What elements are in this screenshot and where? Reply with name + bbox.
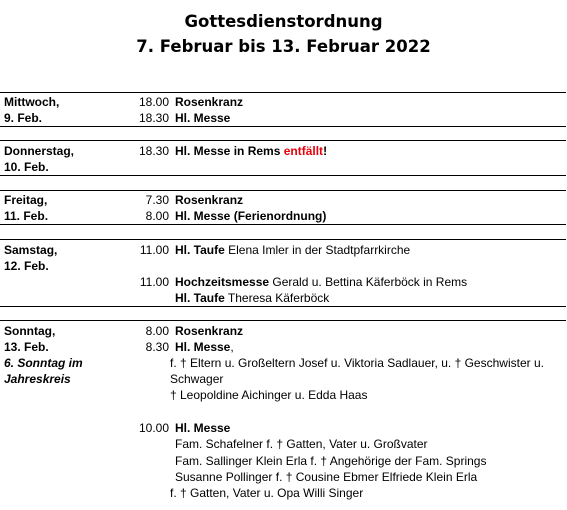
event-line [175, 340, 234, 354]
intention-line: f. † Eltern u. Großeltern Josef u. Viktoria Sadlauer, u. † Geschwister u. [170, 356, 544, 370]
event-title: Hl. Messe [175, 340, 231, 354]
event-line [175, 243, 410, 257]
day-date: 9. Feb. [4, 111, 43, 125]
event-title: Hl. Taufe [175, 291, 225, 305]
exclamation: ! [323, 144, 328, 158]
day-name: Freitag, [4, 193, 48, 207]
page-subtitle: 7. Februar bis 13. Februar 2022 [136, 37, 431, 56]
divider [0, 175, 566, 176]
event-title: Hl. Messe [175, 421, 231, 435]
day-name: Donnerstag, [4, 144, 75, 158]
divider [0, 190, 566, 191]
event-time: 7.30 [145, 193, 169, 207]
event-detail: Gerald u. Bettina Käferböck in Rems [269, 275, 468, 289]
day-name: Mittwoch, [4, 95, 60, 109]
event-time: 11.00 [139, 243, 169, 257]
event-line [175, 291, 329, 305]
intention-line: † Leopoldine Aichinger u. Edda Haas [170, 388, 368, 402]
divider [0, 239, 566, 240]
page-title: Gottesdienstordnung [184, 12, 383, 31]
event-title: Rosenkranz [175, 324, 244, 338]
divider [0, 306, 566, 307]
divider [0, 140, 566, 141]
liturgical-note: 6. Sonntag im [4, 356, 83, 370]
event-title: Hl. Taufe [175, 243, 225, 257]
cancelled-label: entfällt [283, 144, 324, 158]
intention-line: Fam. Schafelner f. † Gatten, Vater u. Großvater [175, 437, 428, 451]
event-time: 11.00 [139, 275, 169, 289]
event-time: 8.30 [145, 340, 169, 354]
event-detail: Theresa Käferböck [224, 291, 330, 305]
event-title: Hl. Messe (Ferienordnung) [175, 209, 327, 223]
event-title: Hl. Messe [175, 111, 231, 125]
day-name: Sonntag, [4, 324, 56, 338]
event-line [175, 144, 327, 158]
event-detail: Elena Imler in der Stadtpfarrkirche [224, 243, 411, 257]
divider [0, 320, 566, 321]
day-date: 13. Feb. [4, 340, 49, 354]
event-time: 18.30 [138, 111, 169, 125]
day-name: Samstag, [4, 243, 58, 257]
liturgical-note: Jahreskreis [4, 372, 71, 386]
divider [0, 224, 566, 225]
event-time: 8.00 [145, 324, 169, 338]
event-time: 18.30 [138, 144, 169, 158]
event-title: Rosenkranz [175, 95, 244, 109]
event-title: Hl. Messe in Rems [175, 144, 281, 158]
event-time: 10.00 [138, 421, 169, 435]
event-time: 18.00 [138, 95, 169, 109]
divider [0, 126, 566, 127]
intention-line: Schwager [170, 372, 224, 386]
event-time: 8.00 [145, 209, 169, 223]
intention-line: Fam. Sallinger Klein Erla f. † Angehörige der Fam. Springs [175, 454, 487, 468]
intention-line: f. † Gatten, Vater u. Opa Willi Singer [170, 486, 364, 500]
event-line [175, 275, 467, 289]
day-date: 10. Feb. [4, 160, 49, 174]
day-date: 12. Feb. [4, 259, 49, 273]
day-date: 11. Feb. [4, 209, 49, 223]
divider [0, 92, 566, 93]
comma: , [230, 340, 234, 354]
event-title: Rosenkranz [175, 193, 244, 207]
event-title: Hochzeitsmesse [175, 275, 270, 289]
intention-line: Susanne Pollinger f. † Cousine Ebmer Elfriede Klein Erla [175, 470, 478, 484]
